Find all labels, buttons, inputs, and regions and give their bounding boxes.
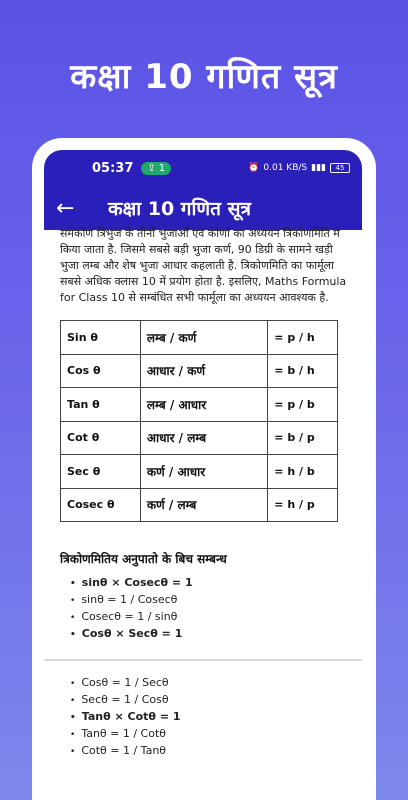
table-cell-function: Tan θ [61,388,141,422]
trig-ratio-table [60,320,338,522]
table-row [61,488,338,522]
list-item: • Cotθ = 1 / Tanθ [70,743,350,760]
table-row [61,354,338,388]
table-row [61,455,338,489]
table-cell-equation: = h / p [268,488,338,522]
table-cell-equation: = b / p [268,421,338,455]
table-cell-equation: = p / h [268,321,338,355]
alarm-icon: ⏰ [248,163,260,173]
table-cell-equation: = p / b [268,388,338,422]
list-item: • Cosθ × Secθ = 1 [70,626,350,643]
table-cell-function: Cos θ [61,354,141,388]
table-cell-function: Cot θ [61,421,141,455]
table-cell-ratio: लम्ब / कर्ण [140,321,267,355]
intro-paragraph: समकोण त्रिभुज के तीनों भुजाओं एवं कोणों का अध्ययन त्रिकोणमिति में किया जाता है. जिसमे सबसे बड़ी भुजा कर्ण, 90 डिग्री के सामने खड़ी भुजा लम्ब और शेष भुजा आधार कहलाती है. त्रिकोणमिति का फार्मूला सबसे अधिक क्लास 10 में प्रयोग होता है. इसलिए, Maths Formula for Class 10 से सम्बंधित सभी फार्मूला का अध्ययन आवश्यक है. [60,227,347,304]
list-item: • Secθ = 1 / Cosθ [70,692,350,709]
content-area[interactable] [44,226,362,760]
table-cell-ratio: कर्ण / आधार [140,455,267,489]
table-cell-ratio: लम्ब / आधार [140,388,267,422]
upload-icon: ⇪ [147,162,156,174]
battery-icon: 45 [330,163,350,173]
signal-icon: ▮▮▮ [311,163,326,173]
table-row [61,321,338,355]
phone-screen [44,150,362,800]
notification-badge [141,162,171,175]
table-cell-function: Sec θ [61,455,141,489]
list-item: • Cosecθ = 1 / sinθ [70,609,350,626]
relations-title: त्रिकोणमितिय अनुपातो के बिच सम्बन्ध [60,552,227,566]
table-cell-equation: = h / b [268,455,338,489]
promo-title: कक्षा 10 गणित सूत्र [70,57,338,97]
table-cell-ratio: कर्ण / लम्ब [140,488,267,522]
app-bar-title: कक्षा 10 गणित सूत्र [108,198,251,220]
list-item: • Tanθ × Cotθ = 1 [70,709,350,726]
list-item: • sinθ = 1 / Cosecθ [70,592,350,609]
relations-list [70,575,350,643]
list-item: • Cosθ = 1 / Secθ [70,675,350,692]
status-bar [44,150,362,186]
notif-count: 1 [158,162,166,174]
table-row [61,421,338,455]
divider [44,659,362,661]
back-arrow-icon[interactable]: ← [56,195,75,221]
status-time: 05:37 [92,160,134,176]
table-cell-function: Cosec θ [61,488,141,522]
list-item: • Tanθ = 1 / Cotθ [70,726,350,743]
table-cell-ratio: आधार / कर्ण [140,354,267,388]
network-speed: 0.01 KB/S [263,163,308,173]
app-bar [44,186,362,230]
table-cell-equation: = b / h [268,354,338,388]
table-cell-function: Sin θ [61,321,141,355]
relations-list-2 [70,675,350,760]
table-row [61,388,338,422]
list-item: • sinθ × Cosecθ = 1 [70,575,350,592]
status-icons [248,163,350,173]
table-cell-ratio: आधार / लम्ब [140,421,267,455]
